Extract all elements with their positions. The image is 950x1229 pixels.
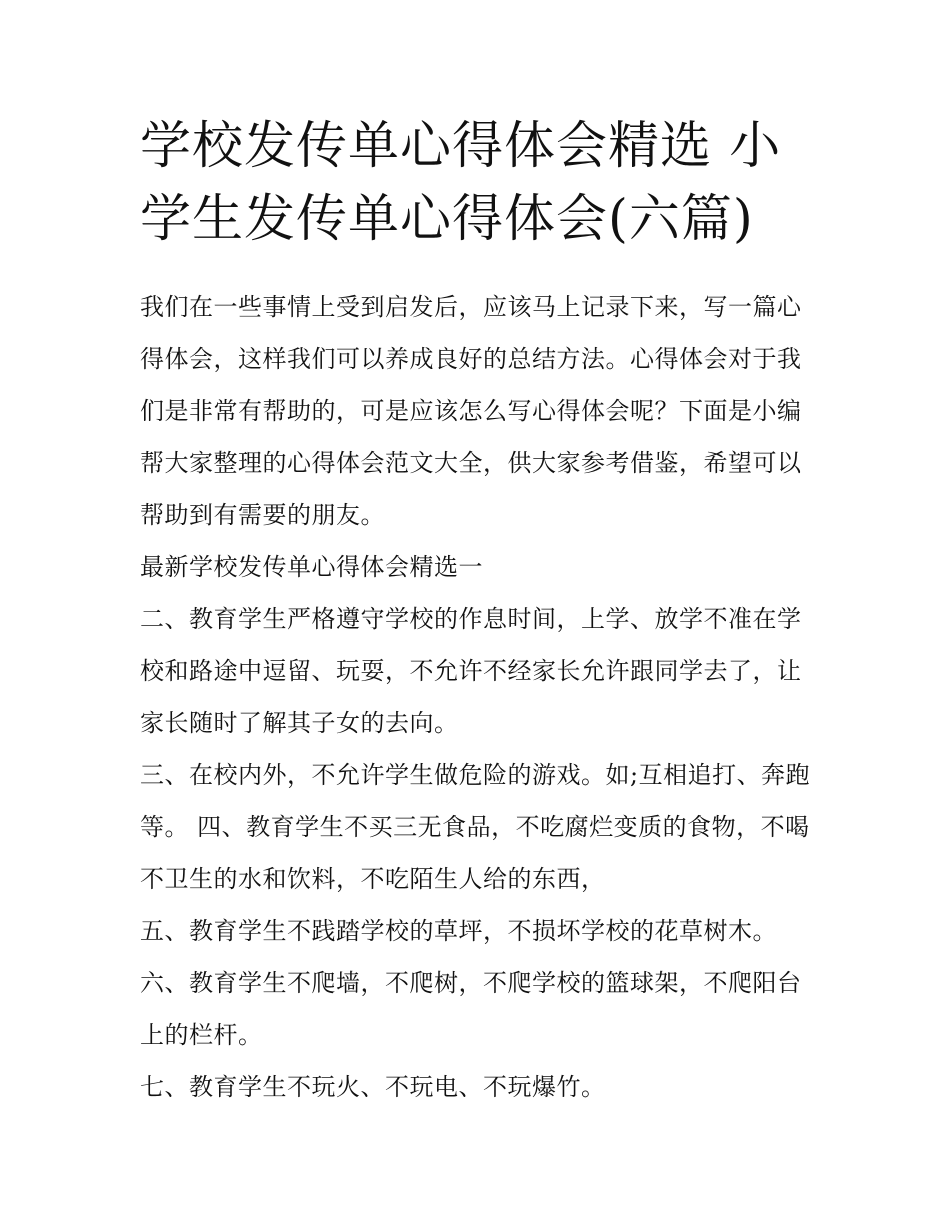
document-body <box>140 281 815 1113</box>
rule-paragraph-3-4: 三、在校内外，不允许学生做危险的游戏。如;互相追打、奔跑等。 四、教育学生不买三无食品，不吃腐烂变质的食物，不喝不卫生的水和饮料，不吃陌生人给的东西， <box>140 761 811 893</box>
rule-paragraph-2: 二、教育学生严格遵守学校的作息时间，上学、放学不准在学校和路途中逗留、玩耍，不允许不经家长允许跟同学去了，让家长随时了解其子女的去向。 <box>140 605 802 737</box>
rule-paragraph-5: 五、教育学生不践踏学校的草坪，不损坏学校的花草树木。 <box>140 917 777 945</box>
intro-paragraph: 我们在一些事情上受到启发后，应该马上记录下来，写一篇心得体会，这样我们可以养成良好的总结方法。心得体会对于我们是非常有帮助的，可是应该怎么写心得体会呢？下面是小编帮大家整理的心得体会范文大全，供大家参考借鉴，希望可以帮助到有需要的朋友。 <box>140 293 802 529</box>
section-heading: 最新学校发传单心得体会精选一 <box>140 553 483 581</box>
rule-paragraph-7: 七、教育学生不玩火、不玩电、不玩爆竹。 <box>140 1073 606 1101</box>
rule-paragraph-6: 六、教育学生不爬墙，不爬树，不爬学校的篮球架，不爬阳台上的栏杆。 <box>140 969 802 1049</box>
document-page <box>140 110 815 1113</box>
document-title: 学校发传单心得体会精选 小学生发传单心得体会(六篇) <box>140 117 782 249</box>
